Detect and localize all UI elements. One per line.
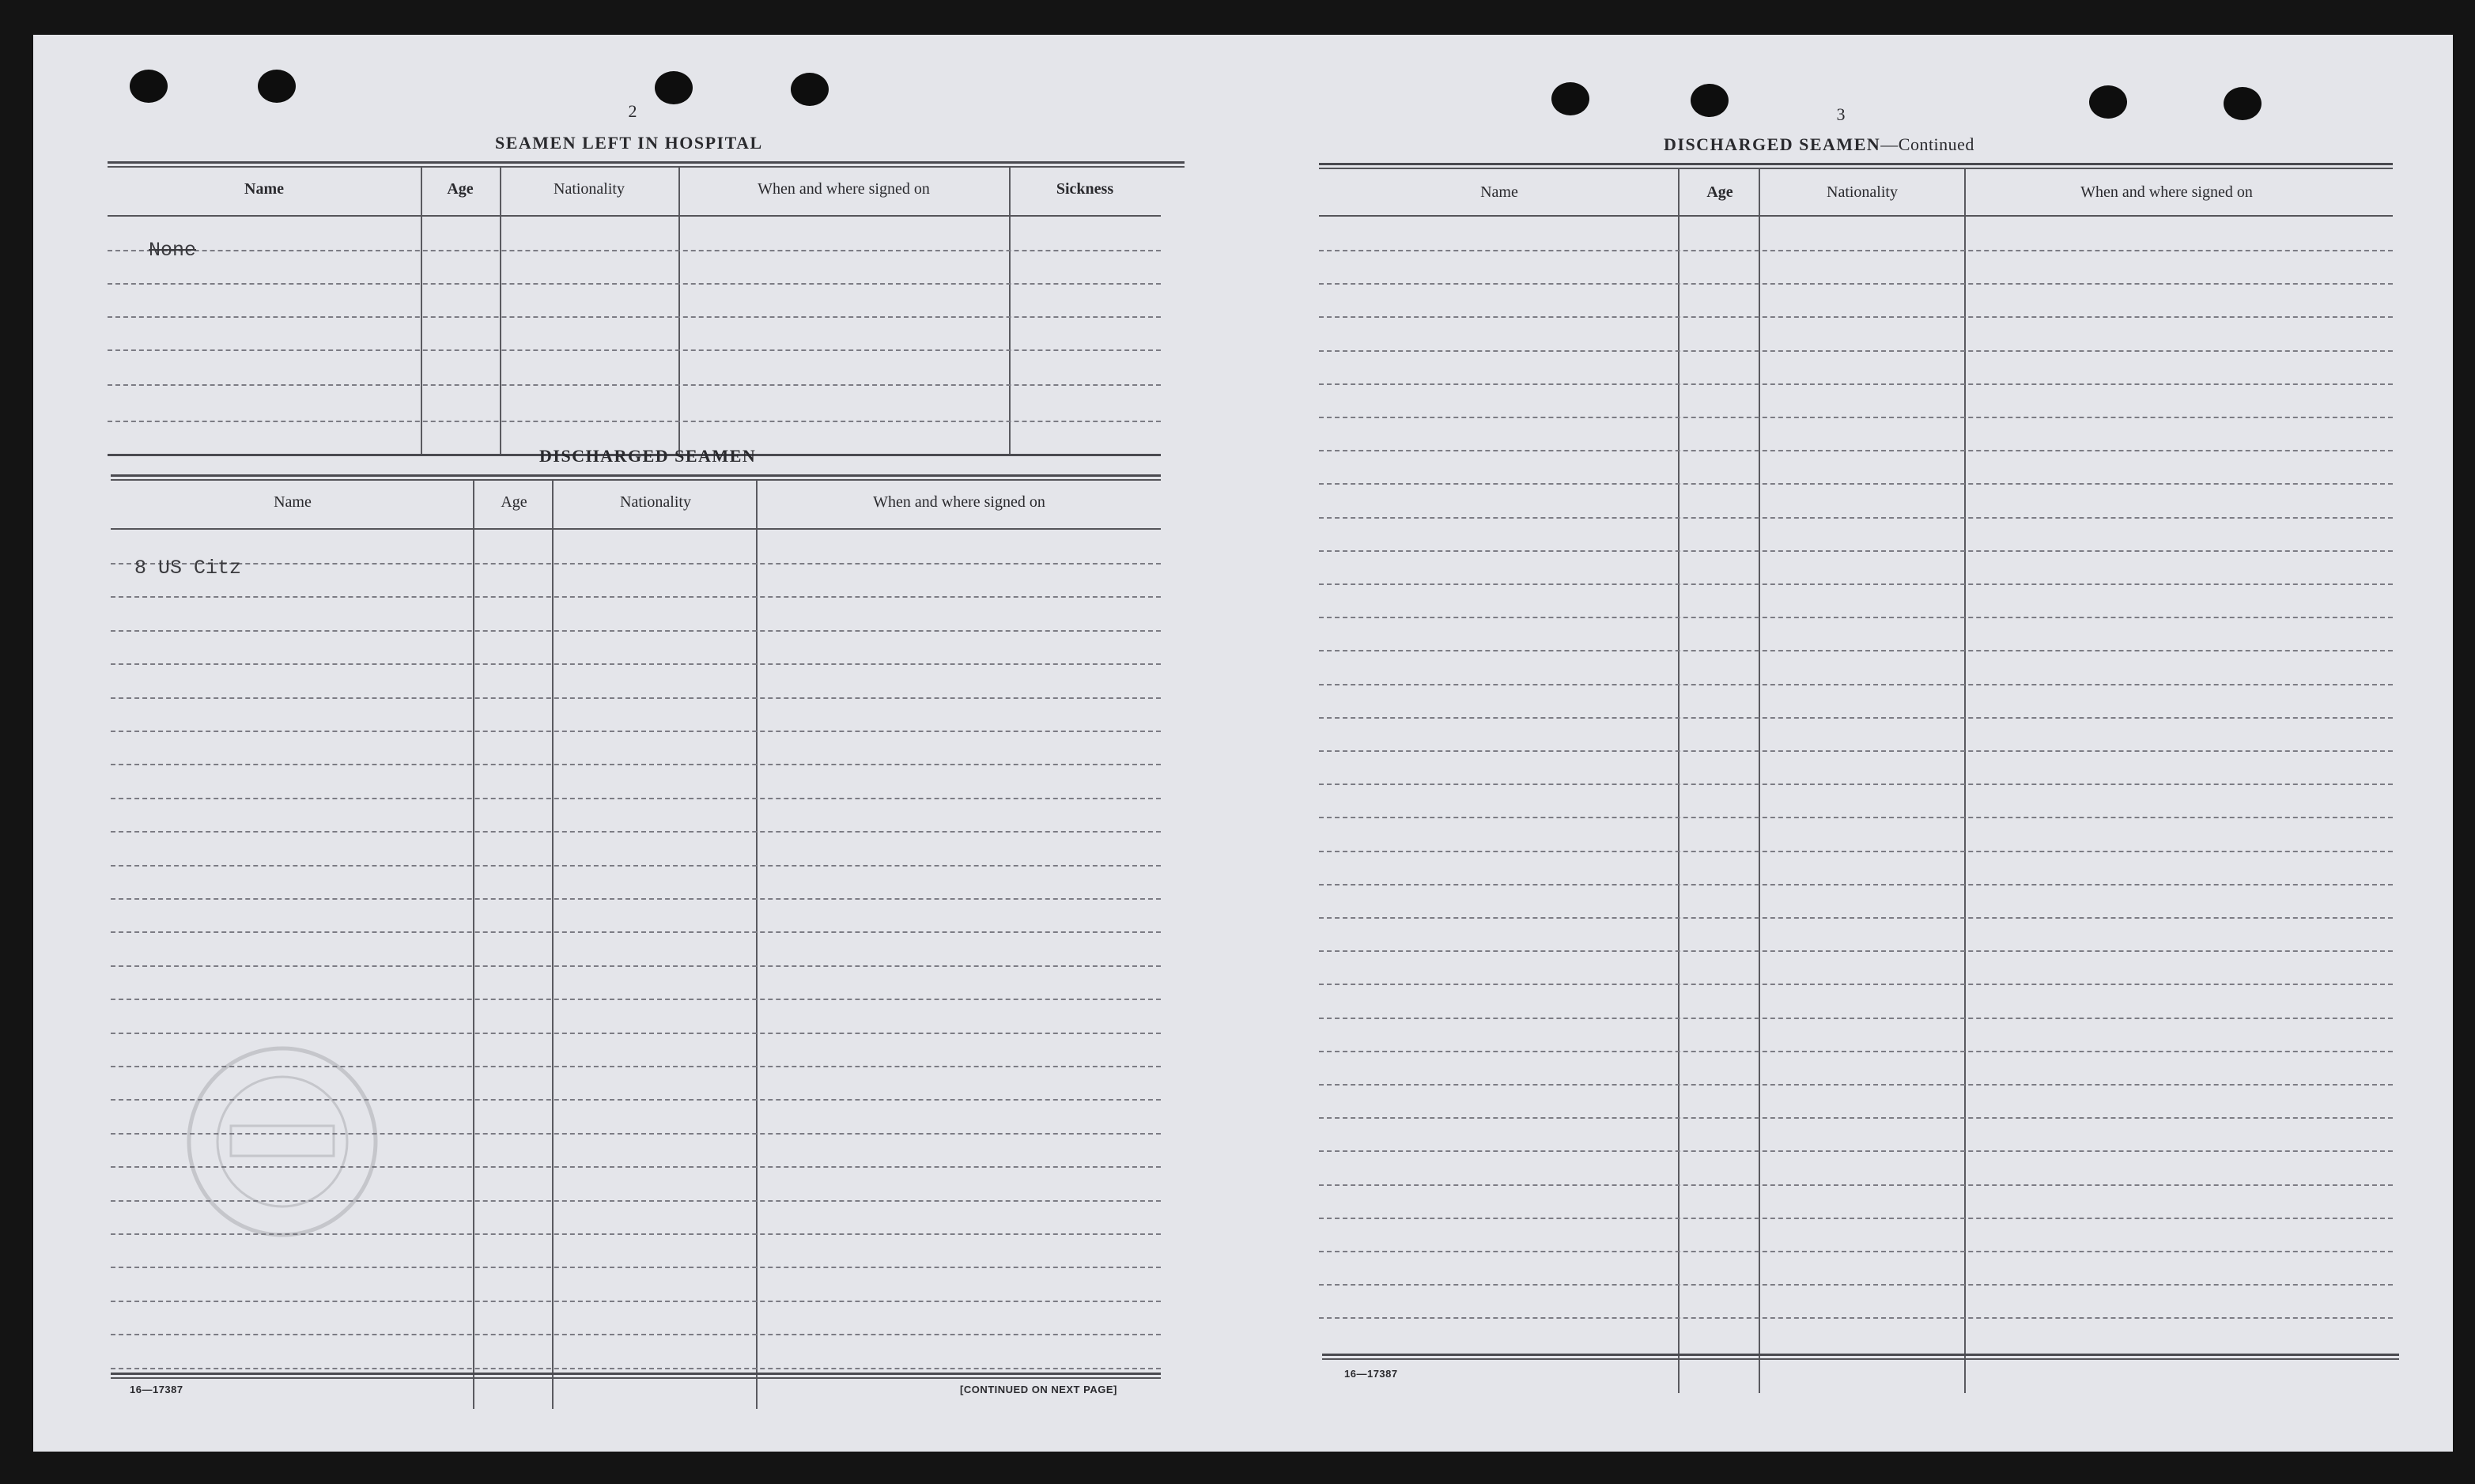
page-number-left: 2 bbox=[628, 101, 637, 121]
discharged-table-top-rule bbox=[111, 474, 1161, 477]
ruling-line bbox=[1319, 817, 2393, 818]
ruling-line bbox=[1319, 450, 2393, 451]
continued-col-signed-on: When and where signed on bbox=[2080, 183, 2253, 201]
hospital-col-age: Age bbox=[447, 180, 474, 198]
discharged-section-title: DISCHARGED SEAMEN bbox=[539, 446, 757, 466]
ruling-line bbox=[1319, 1284, 2393, 1286]
continued-col-name: Name bbox=[1480, 183, 1518, 201]
ruling-line bbox=[1319, 383, 2393, 385]
discharged-continued-title-main: DISCHARGED SEAMEN bbox=[1664, 134, 1881, 154]
punch-hole bbox=[1551, 82, 1589, 115]
hospital-col-signed-on: When and where signed on bbox=[758, 180, 930, 198]
ruling-line bbox=[1319, 283, 2393, 285]
ruling-line bbox=[1319, 1117, 2393, 1119]
ruling-line bbox=[1319, 417, 2393, 418]
continued-col-nationality: Nationality bbox=[1827, 183, 1898, 201]
ruling-line bbox=[111, 831, 1161, 833]
hospital-section-title: SEAMEN LEFT IN HOSPITAL bbox=[495, 133, 763, 153]
continued-table-top-rule bbox=[1319, 163, 2393, 165]
ruling-line bbox=[111, 999, 1161, 1000]
ruling-line bbox=[1319, 884, 2393, 885]
ruling-line bbox=[1319, 717, 2393, 719]
ruling-line bbox=[1319, 550, 2393, 552]
hospital-col-name: Name bbox=[244, 180, 284, 198]
ruling-line bbox=[111, 931, 1161, 933]
continued-col-age: Age bbox=[1706, 183, 1733, 201]
ruling-line bbox=[111, 1368, 1161, 1369]
ruling-line bbox=[111, 1301, 1161, 1302]
discharged-entry: 8 US Citz bbox=[134, 557, 242, 580]
discharged-continued-title bbox=[1664, 134, 1974, 155]
discharged-continued-title-cont: —Continued bbox=[1880, 134, 1974, 154]
manifest-sheet bbox=[33, 35, 2453, 1452]
ruling-line bbox=[111, 865, 1161, 867]
punch-hole bbox=[258, 70, 296, 103]
ruling-line bbox=[111, 1334, 1161, 1335]
ruling-line bbox=[111, 663, 1161, 665]
ruling-line bbox=[1319, 950, 2393, 952]
ruling-line bbox=[1319, 1018, 2393, 1019]
ruling-line bbox=[1319, 1218, 2393, 1219]
hospital-col-sickness: Sickness bbox=[1056, 180, 1114, 198]
stamp-impression bbox=[168, 1023, 397, 1260]
ruling-line bbox=[111, 731, 1161, 732]
ruling-line bbox=[1319, 784, 2393, 785]
ruling-line bbox=[1319, 316, 2393, 318]
ruling-line bbox=[111, 697, 1161, 699]
ruling-line bbox=[1319, 1251, 2393, 1252]
ruling-line bbox=[1319, 851, 2393, 852]
punch-hole bbox=[130, 70, 168, 103]
hospital-table-top-rule bbox=[108, 161, 1185, 164]
ruling-line bbox=[111, 563, 1161, 565]
punch-hole bbox=[2089, 85, 2127, 119]
punch-hole bbox=[655, 71, 693, 104]
page-number-right: 3 bbox=[1836, 104, 1846, 124]
ruling-line bbox=[1319, 984, 2393, 985]
form-number-right: 16—17387 bbox=[1344, 1368, 1398, 1380]
ruling-line bbox=[1319, 250, 2393, 251]
ruling-line bbox=[111, 596, 1161, 598]
form-number-left: 16—17387 bbox=[130, 1384, 183, 1395]
ruling-line bbox=[111, 798, 1161, 799]
discharged-col-name: Name bbox=[274, 493, 312, 511]
ruling-line bbox=[111, 898, 1161, 900]
ruling-line bbox=[111, 630, 1161, 632]
punch-hole bbox=[2224, 87, 2262, 120]
ruling-line bbox=[1319, 1184, 2393, 1186]
ruling-line bbox=[1319, 583, 2393, 585]
ruling-line bbox=[111, 1267, 1161, 1268]
discharged-col-nationality: Nationality bbox=[620, 493, 691, 511]
continued-note: [CONTINUED ON NEXT PAGE] bbox=[960, 1384, 1117, 1395]
ruling-line bbox=[1319, 1051, 2393, 1052]
hospital-col-nationality: Nationality bbox=[554, 180, 625, 198]
ruling-line bbox=[1319, 483, 2393, 485]
ruling-line bbox=[1319, 517, 2393, 519]
ruling-line bbox=[1319, 750, 2393, 752]
punch-hole bbox=[791, 73, 829, 106]
ruling-line bbox=[1319, 350, 2393, 352]
ruling-line bbox=[1319, 650, 2393, 651]
discharged-col-signed-on: When and where signed on bbox=[873, 493, 1045, 511]
ruling-line bbox=[1319, 1084, 2393, 1086]
ruling-line bbox=[1319, 1150, 2393, 1152]
hospital-entry: None bbox=[149, 239, 197, 262]
ruling-line bbox=[1319, 684, 2393, 685]
ruling-line bbox=[111, 965, 1161, 967]
ruling-line bbox=[1319, 917, 2393, 919]
ruling-line bbox=[1319, 617, 2393, 618]
ruling-line bbox=[1319, 1317, 2393, 1319]
discharged-col-age: Age bbox=[501, 493, 527, 511]
punch-hole bbox=[1691, 84, 1729, 117]
ruling-line bbox=[111, 764, 1161, 765]
